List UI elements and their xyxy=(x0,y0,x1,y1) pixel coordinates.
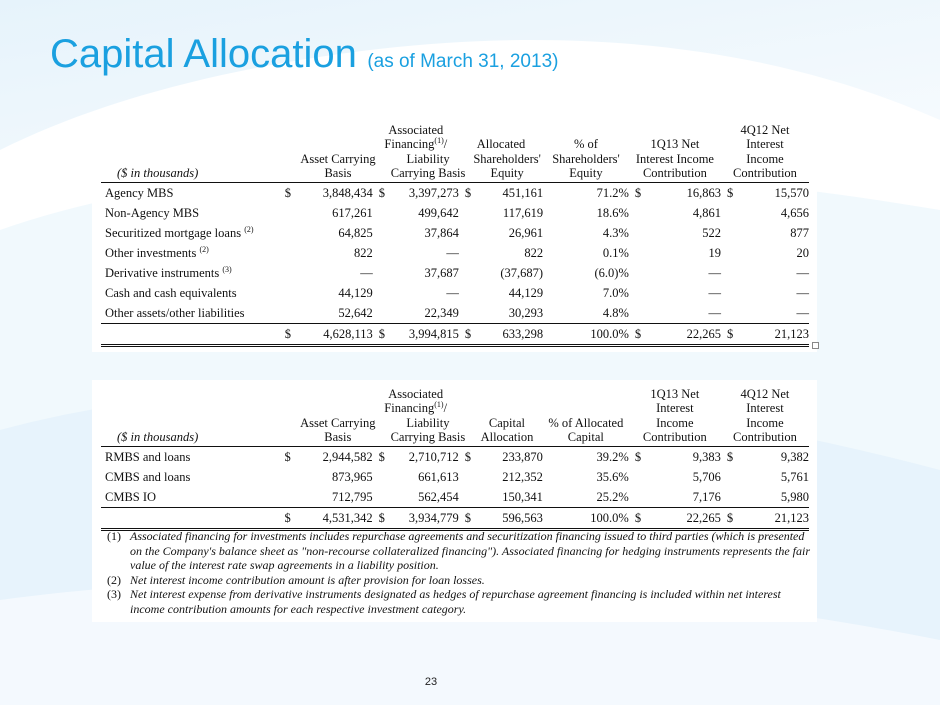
cell-cur1 xyxy=(278,467,290,487)
cell-cur2 xyxy=(373,223,385,243)
t2-header-fin-sup: (1) xyxy=(434,399,444,409)
t2-header-q1-3: Income xyxy=(656,416,694,430)
total-q4: 21,123 xyxy=(733,324,809,346)
resize-handle xyxy=(812,342,819,349)
t1-header-fin-2: Financing xyxy=(384,136,435,151)
total-cur5: $ xyxy=(721,508,733,530)
t1-header-asset-1: Asset Carrying xyxy=(300,152,376,166)
cell-fin: 37,687 xyxy=(424,265,459,280)
t1-header-fin-slash: / xyxy=(443,136,448,151)
t1-header-q4-2: Interest xyxy=(746,136,784,151)
cell-cur4 xyxy=(629,303,641,324)
total-alloc: 596,563 xyxy=(471,508,543,530)
footnote-number: (1) xyxy=(107,529,121,543)
capital-allocation-table-1 xyxy=(101,124,809,347)
cell-q1: 522 xyxy=(702,225,721,240)
total-alloc: 633,298 xyxy=(471,324,543,346)
t2-header-fin-3: Liability xyxy=(406,416,450,430)
cell-alloc: 117,619 xyxy=(502,205,544,220)
cell-alloc: 30,293 xyxy=(471,303,543,324)
cell-cur4: $ xyxy=(634,449,642,464)
t2-header-cap-2: Allocation xyxy=(480,429,534,444)
cell-alloc: 44,129 xyxy=(508,285,544,300)
cell-asset: 617,261 xyxy=(332,205,373,220)
t1-header-pct-2: Shareholders' xyxy=(552,152,620,166)
t1-header-pct-3: Equity xyxy=(569,165,603,180)
cell-cur5 xyxy=(721,263,733,283)
row-label-text: Other investments xyxy=(105,245,197,260)
cell-pct: 7.0% xyxy=(602,285,629,300)
total-cur2: $ xyxy=(373,508,385,530)
cell-cur4 xyxy=(629,243,641,263)
cell-q4: 15,570 xyxy=(774,185,809,200)
table-row xyxy=(101,263,809,283)
footnote xyxy=(107,529,817,573)
t2-header-asset-2: Basis xyxy=(324,429,352,444)
footnote-text: Associated financing for investments includes repurchase agreements and securitization financing issued to third parties (which is presented on the Company's balance sheet as "non-recourse collateralized financing"). Associated financing for hedging instruments represents the fair value of the interest rate swap agreements in a liability position. xyxy=(130,529,811,573)
t2-header-q4-3: Income xyxy=(746,416,784,430)
cell-fin: 3,397,273 xyxy=(408,185,459,200)
cell-cur1 xyxy=(279,223,291,243)
cell-asset: 52,642 xyxy=(291,303,373,324)
cell-cur3 xyxy=(459,487,471,508)
cell-pct: 35.6% xyxy=(596,469,629,484)
t1-thousands-label: ($ in thousands) xyxy=(117,165,199,180)
cell-cur1 xyxy=(279,283,291,303)
table-row xyxy=(101,243,809,263)
total-fin: 3,994,815 xyxy=(385,324,459,346)
cell-cur2 xyxy=(373,243,385,263)
t2-header-q4-4: Contribution xyxy=(732,429,797,444)
cell-q1: 19 xyxy=(708,245,721,260)
footnote-number: (2) xyxy=(107,572,121,587)
row-label-text: Securitized mortgage loans xyxy=(105,225,242,240)
row-label xyxy=(101,203,279,223)
row-label xyxy=(101,283,279,303)
total-pct: 100.0% xyxy=(543,324,629,346)
t1-header-q1-1: 1Q13 Net xyxy=(650,136,700,151)
row-label xyxy=(101,467,278,487)
cell-pct: 71.2% xyxy=(596,185,629,200)
row-label xyxy=(101,487,278,508)
cell-q4: — xyxy=(733,303,809,324)
cell-asset: 822 xyxy=(354,245,373,260)
row-label-text: CMBS and loans xyxy=(105,469,191,484)
total-cur3: $ xyxy=(459,508,471,530)
cell-cur4 xyxy=(629,203,641,223)
total-cur1: $ xyxy=(279,324,291,346)
cell-fin: 562,454 xyxy=(385,487,459,508)
footnote xyxy=(107,573,817,588)
total-label xyxy=(101,324,279,346)
t1-header-fin-4: Carrying Basis xyxy=(390,165,466,180)
total-q1: 22,265 xyxy=(641,324,721,346)
t2-header-cap-1: Capital xyxy=(488,416,525,430)
row-footnote-ref: (2) xyxy=(244,224,254,234)
t2-header-q4-2: Interest xyxy=(746,400,784,415)
cell-cur3 xyxy=(459,223,471,243)
cell-pct: 18.6% xyxy=(596,205,629,220)
t1-header-q4-1: 4Q12 Net xyxy=(740,123,790,137)
cell-cur2 xyxy=(373,283,385,303)
cell-q4: 5,980 xyxy=(733,487,809,508)
t1-header-q1-3: Contribution xyxy=(642,165,707,180)
cell-fin: 22,349 xyxy=(385,303,459,324)
cell-cur2: $ xyxy=(378,449,385,464)
cell-q4: 877 xyxy=(790,225,809,240)
total-cur2: $ xyxy=(373,324,385,346)
cell-cur1 xyxy=(279,243,291,263)
cell-cur1 xyxy=(279,303,291,324)
total-pct: 100.0% xyxy=(543,508,629,530)
total-label xyxy=(101,508,278,530)
t2-header-q1-4: Contribution xyxy=(642,429,707,444)
cell-cur5 xyxy=(721,487,733,508)
title-main: Capital Allocation xyxy=(50,32,357,76)
t1-header-alloc-3: Equity xyxy=(490,165,524,180)
total-cur4: $ xyxy=(629,508,641,530)
table-row xyxy=(101,467,809,487)
total-row xyxy=(101,508,809,530)
total-asset: 4,531,342 xyxy=(291,508,373,530)
cell-cur1 xyxy=(279,203,291,223)
cell-cur4 xyxy=(629,263,641,283)
slide-title xyxy=(50,32,558,77)
row-label-text: Non-Agency MBS xyxy=(105,205,200,220)
t2-header-pct-1: % of Allocated xyxy=(548,416,624,430)
row-label xyxy=(101,243,279,263)
cell-alloc: (37,687) xyxy=(500,265,544,280)
footnote xyxy=(107,587,817,616)
t2-header-pct-2: Capital xyxy=(567,429,604,444)
table-row xyxy=(101,203,809,223)
capital-allocation-table-2 xyxy=(101,388,809,531)
cell-cur4 xyxy=(629,487,641,508)
footnote-text: Net interest expense from derivative instruments designated as hedges of repurchase agreement financing is included within net interest income contribution amounts for each respective investment category. xyxy=(130,587,781,616)
cell-cur3 xyxy=(459,283,471,303)
total-asset: 4,628,113 xyxy=(291,324,373,346)
row-label-text: Derivative instruments xyxy=(105,265,220,280)
row-label-text: Other assets/other liabilities xyxy=(105,305,245,320)
cell-q1: — xyxy=(708,285,721,300)
cell-q1: 4,861 xyxy=(692,205,721,220)
cell-cur3 xyxy=(459,203,471,223)
cell-fin: 2,710,712 xyxy=(408,449,459,464)
cell-q1: 9,383 xyxy=(692,449,721,464)
table-row xyxy=(101,223,809,243)
cell-alloc: 822 xyxy=(524,245,544,260)
cell-cur3 xyxy=(459,243,471,263)
row-label-text: Cash and cash equivalents xyxy=(105,285,237,300)
t1-header-fin-sup: (1) xyxy=(434,135,444,145)
t2-thousands-label: ($ in thousands) xyxy=(117,429,199,444)
cell-cur5 xyxy=(721,467,733,487)
cell-asset: — xyxy=(360,265,373,280)
row-label xyxy=(101,223,279,243)
total-cur3: $ xyxy=(459,324,471,346)
total-row xyxy=(101,324,809,346)
cell-cur1: $ xyxy=(284,185,291,200)
row-label-text: CMBS IO xyxy=(105,489,157,504)
cell-cur4: $ xyxy=(634,185,642,200)
t2-header-fin-slash: / xyxy=(443,400,448,415)
t1-header-fin-3: Liability xyxy=(406,152,450,166)
cell-cur5 xyxy=(721,203,733,223)
total-cur4: $ xyxy=(629,324,641,346)
t2-header-q1-2: Interest xyxy=(656,400,694,415)
cell-cur3 xyxy=(459,263,471,283)
t2-header-q4-1: 4Q12 Net xyxy=(740,387,790,401)
t1-header-q1-2: Interest Income xyxy=(635,152,714,166)
total-cur1: $ xyxy=(278,508,290,530)
table-row xyxy=(101,283,809,303)
cell-alloc: 212,352 xyxy=(502,469,543,484)
cell-pct: 25.2% xyxy=(543,487,629,508)
cell-alloc: 150,341 xyxy=(471,487,543,508)
cell-cur2 xyxy=(373,263,385,283)
cell-cur3 xyxy=(459,303,471,324)
t2-header-fin-1: Associated xyxy=(388,387,444,401)
row-label xyxy=(101,447,278,468)
total-fin: 3,934,779 xyxy=(385,508,459,530)
cell-pct: 4.3% xyxy=(602,225,629,240)
cell-cur3: $ xyxy=(464,449,472,464)
row-footnote-ref: (2) xyxy=(199,244,209,254)
cell-q4: 20 xyxy=(796,245,809,260)
cell-asset: 64,825 xyxy=(338,225,373,240)
cell-asset: 44,129 xyxy=(338,285,373,300)
table-row xyxy=(101,303,809,324)
title-subtitle: (as of March 31, 2013) xyxy=(367,51,559,72)
cell-cur3: $ xyxy=(464,185,472,200)
cell-pct: 4.8% xyxy=(543,303,629,324)
cell-cur5 xyxy=(721,303,733,324)
t2-header-q1-1: 1Q13 Net xyxy=(650,387,700,401)
t1-header-alloc-1: Allocated xyxy=(476,136,526,151)
row-label-text: Agency MBS xyxy=(105,185,174,200)
row-label xyxy=(101,183,279,204)
cell-cur3 xyxy=(459,467,471,487)
cell-cur1 xyxy=(279,263,291,283)
cell-cur4 xyxy=(629,467,641,487)
cell-cur1 xyxy=(278,487,290,508)
cell-fin: 499,642 xyxy=(418,205,459,220)
cell-pct: 0.1% xyxy=(602,245,629,260)
row-label-text: RMBS and loans xyxy=(105,449,191,464)
cell-asset: 873,965 xyxy=(331,469,373,484)
t2-header-asset-1: Asset Carrying xyxy=(300,416,376,430)
page-number: 23 xyxy=(424,676,438,688)
cell-cur5 xyxy=(721,223,733,243)
cell-alloc: 26,961 xyxy=(508,225,544,240)
row-label xyxy=(101,263,279,283)
cell-cur2 xyxy=(373,467,385,487)
cell-cur4 xyxy=(629,223,641,243)
cell-fin: 661,613 xyxy=(418,469,459,484)
t1-header-pct-1: % of xyxy=(574,136,598,151)
cell-cur1: $ xyxy=(284,449,291,464)
cell-q4: — xyxy=(796,285,809,300)
cell-fin: 37,864 xyxy=(424,225,459,240)
t2-header-fin-4: Carrying Basis xyxy=(390,429,466,444)
cell-cur2 xyxy=(373,303,385,324)
cell-cur5: $ xyxy=(726,185,734,200)
cell-q4: 4,656 xyxy=(780,205,809,220)
cell-q4: 5,761 xyxy=(780,469,809,484)
cell-alloc: 233,870 xyxy=(502,449,543,464)
t1-header-asset-2: Basis xyxy=(324,165,352,180)
total-q1: 22,265 xyxy=(641,508,721,530)
cell-cur2 xyxy=(373,203,385,223)
total-q4: 21,123 xyxy=(733,508,809,530)
cell-fin: — xyxy=(446,285,459,300)
cell-q1: — xyxy=(708,265,721,280)
cell-cur2 xyxy=(373,487,385,508)
cell-q1: 7,176 xyxy=(641,487,721,508)
row-footnote-ref: (3) xyxy=(222,264,232,274)
cell-pct: (6.0)% xyxy=(594,265,629,280)
table-row xyxy=(101,183,809,204)
table-row xyxy=(101,487,809,508)
cell-q4: 9,382 xyxy=(780,449,809,464)
cell-cur5: $ xyxy=(726,449,734,464)
cell-fin: — xyxy=(446,245,459,260)
t1-header-q4-3: Income xyxy=(746,152,784,166)
cell-cur5 xyxy=(721,283,733,303)
cell-q1: 16,863 xyxy=(686,185,721,200)
cell-cur5 xyxy=(721,243,733,263)
t2-header-fin-2: Financing xyxy=(384,400,435,415)
t1-header-alloc-2: Shareholders' xyxy=(473,152,541,166)
table-row xyxy=(101,447,809,468)
t1-header-fin-1: Associated xyxy=(388,123,444,137)
total-cur5: $ xyxy=(721,324,733,346)
cell-cur4 xyxy=(629,283,641,303)
footnote-text: Net interest income contribution amount is after provision for loan losses. xyxy=(130,572,485,587)
footnotes xyxy=(107,529,817,617)
cell-q1: — xyxy=(641,303,721,324)
cell-asset: 2,944,582 xyxy=(322,449,373,464)
cell-pct: 39.2% xyxy=(596,449,629,464)
cell-asset: 712,795 xyxy=(291,487,373,508)
cell-q1: 5,706 xyxy=(692,469,721,484)
t1-header-q4-4: Contribution xyxy=(733,165,797,180)
cell-cur2: $ xyxy=(378,185,386,200)
cell-q4: — xyxy=(796,265,809,280)
cell-alloc: 451,161 xyxy=(502,185,544,200)
footnote-number: (3) xyxy=(107,587,121,602)
row-label xyxy=(101,303,279,324)
cell-asset: 3,848,434 xyxy=(322,185,373,200)
